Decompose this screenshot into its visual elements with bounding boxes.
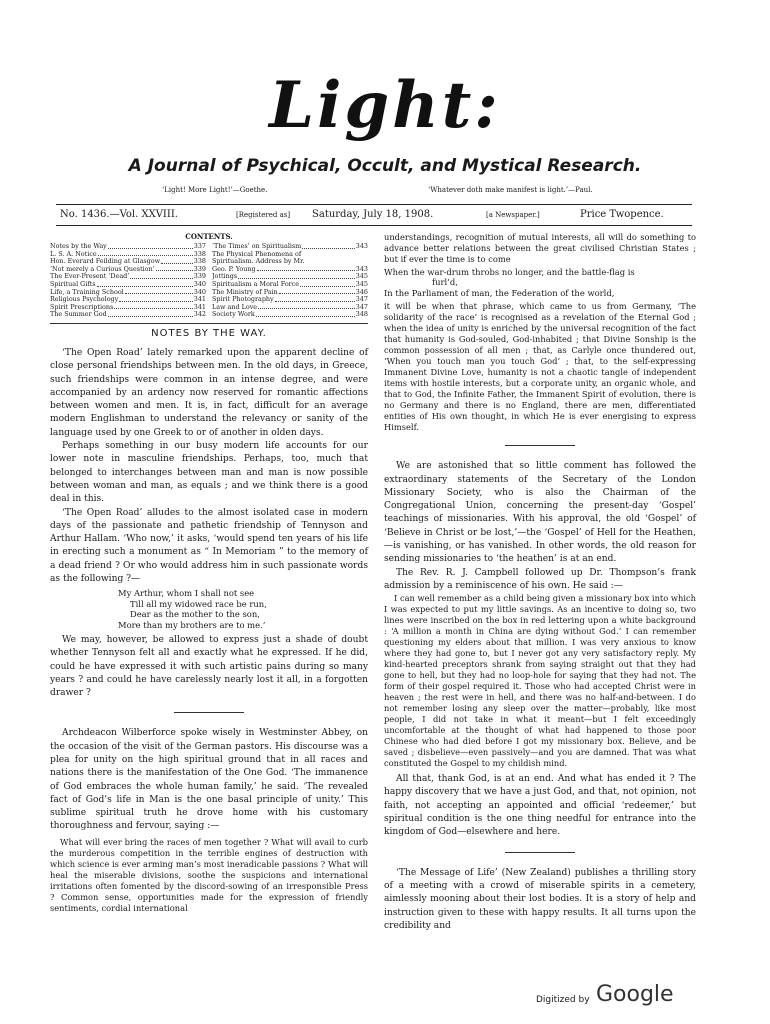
contents-entry-title: Notes by the Way [50, 243, 107, 250]
issue-date: Saturday, July 18, 1908. [312, 209, 434, 220]
dot-leader [256, 311, 355, 317]
contents-entry-page: 346 [355, 288, 368, 296]
poem-quote [118, 588, 368, 630]
poem-line: Till all my widowed race be run, [130, 598, 267, 609]
article-paragraph: All that, thank God, is at an end. And what has ended it ? The happy discovery that we have a just God, and that, not opinion, not faith, not accepting an appointed and official ‘redeemer,’ but spiritual condition is the one thing needful for entrance into the kingdom of God—elsewhere and here. [384, 774, 696, 838]
dot-leader [300, 281, 355, 287]
contents-entry-title: L. S. A. Notice [50, 250, 97, 258]
dot-leader [125, 289, 193, 295]
contents-entry [212, 289, 368, 297]
dot-leader [161, 258, 193, 264]
masthead-title: Light: [269, 68, 501, 143]
quoted-paragraph: it will be when that phrase, which came to us from Germany, ‘The solidarity of the race’ is recognised as a revelation of the Eternal God ; when the idea of unity is enriched by the universal recognition of the fact that humanity is God-souled, God-inhabited ; that Divine Sonship is the common possession of all men ; that, as Carlyle once thundered out, ‘When you touch man you touch God’ ; that, to the self-expressing Immanent Divine Love, humanity is not a chaotic tangle of independent items with hostile interests, but a corporate unity, an organic whole, and that to God, the Infinite Father, the Immanent Spirit of evolution, there is no Germany and there is no England, there are men, differentiated entities of His own thought, in which He is ever energising to express Himself. [384, 301, 696, 433]
issue-bar [56, 204, 692, 226]
contents-entry-title: Geo. P. Young [212, 265, 256, 273]
issue-price: Price Twopence. [580, 209, 664, 220]
quoted-paragraph: What will ever bring the races of men together ? What will avail to curb the murderous competition in the terrible engines of destruction with which science is ever arming man’s most ineradicable passions ? What will heal the miserable divisions, soothe the suspicions and international irritations often fomented by the discord-sowing of an irresponsible Press ? Common sense, opportunities made for the expression of friendly sentiments, cordial international [50, 836, 368, 913]
article-paragraph: ‘The Open Road’ lately remarked upon the apparent decline of close personal friendships between men. In the old days, in Greece, such friendships were common in an intense degree, and were accompanied by an ardency now reserved for romantic affections between women and men. It is, in fact, difficult for an average modern Englishman to understand the relevancy or sanity of the language used by one Greek to or of another in olden days. [50, 347, 368, 438]
poem-line: In the Parliament of man, the Federation of the world, [384, 287, 615, 298]
contents-entry-title: Jottings [212, 273, 238, 281]
contents-entry [212, 258, 368, 266]
contents-entry-title: Spirit Prescriptions [50, 303, 114, 311]
contents-entry-title: Law and Love [212, 303, 258, 311]
poem-quote [384, 267, 696, 298]
article-paragraph: We are astonished that so little comment has followed the extraordinary statements of the Secretary of the London Missionary Society, who is also the Chairman of the Congregational Union, concerning the present-day ‘Gospel’ teachings of missionaries. With his approval, the old ‘Gospel’ of ‘Believe in Christ or be lost,’—the ‘Gospel’ of Hell for the Heathen,—is vanishing, or has vanished. In other words, the old reason for sending missionaries to ‘the heathen’ is at an end. [384, 461, 696, 565]
contents-entry-page: 339 [193, 265, 206, 273]
contents-entry-page: 338 [193, 250, 206, 258]
contents-entry-page: 343 [355, 265, 368, 273]
digitized-by-google-mark [536, 982, 716, 1010]
dot-leader [258, 304, 355, 310]
section-divider [505, 445, 575, 446]
contents-entry-page: 345 [355, 273, 368, 281]
dot-leader [238, 273, 355, 279]
article-paragraph: Perhaps something in our busy modern life accounts for our lower note in masculine friendships. Perhaps, too, much that belonged to interchanges between man and man is now possible between woman and man, as equals ; and we think there is a good deal in this. [50, 441, 368, 505]
left-column [50, 232, 368, 914]
contents-list-left [50, 243, 206, 319]
contents-entry-title: ‘Not merely a Curious Question’ [50, 265, 155, 273]
contents-entry-page: 342 [193, 311, 206, 319]
contents-entry-title: ‘The Times’ on Spiritualism [212, 243, 302, 250]
contents-entry [50, 289, 206, 297]
section-divider [505, 852, 575, 853]
contents-entry [50, 243, 206, 251]
contents-list-right [212, 243, 368, 319]
divider [50, 323, 368, 324]
contents-entry-title: Society Work [212, 311, 255, 319]
contents-entry-page: 338 [193, 258, 206, 266]
right-column [384, 232, 696, 933]
quoted-paragraph: I can well remember as a child being given a missionary box into which I was expected to put my little savings. As an incentive to doing so, two lines were inscribed on the box in red lettering upon a white background : ‘A million a month in China are dying without God.’ I can remember questioning my elders about that million. I was very anxious to know where they had gone to, but I never got any very satisfactory reply. My kind-hearted preceptors shrank from saying straight out that they had gone to hell, but they had no loop-hole for saying that they had not. The form of their gospel required it. Those who had accepted Christ were in heaven ; the rest were in hell, and there was no half-and-between. I do not remember losing any sleep over the matter—probably, like most people, I did not take in what it meant—but I felt exceedingly uncomfortable at the thought of what had happened to those poor Chinese who had died before I got my missionary box. Believe, and be saved ; disbelieve—even passively—and you are damned. That was what constituted the Gospel to my childish mind. [384, 593, 696, 769]
contents-entry-title: Religious Psychology [50, 296, 119, 304]
contents-entry [212, 266, 368, 274]
dot-leader [97, 281, 193, 287]
poem-line: furl’d, [432, 277, 458, 288]
poem-line: My Arthur, whom I shall not see [118, 588, 255, 599]
registered-note: [Registered as] [236, 211, 291, 219]
dot-leader [156, 266, 193, 272]
contents-entry [50, 251, 206, 259]
contents-entry-page: 339 [193, 273, 206, 281]
motto-right: ‘Whatever doth make manifest is light.’—Paul. [428, 186, 593, 194]
dot-leader [98, 251, 193, 257]
contents-entry-page: 343 [355, 243, 368, 250]
contents-entry [212, 304, 368, 312]
dot-leader [119, 296, 193, 302]
article-paragraph: ‘The Message of Life’ (New Zealand) publishes a thrilling story of a meeting with a crowd of miserable spirits in a cemetery, aimlessly mooning about their lost bodies. It is a story of help and instruction given to these with happy results. It all turns upon the credibility and [384, 867, 696, 931]
contents-entry-title: The Physical Phenomena of [212, 250, 302, 258]
contents-entry [50, 296, 206, 304]
contents-entry-title: Life, a Training School [50, 288, 124, 296]
article-paragraph: Archdeacon Wilberforce spoke wisely in Westminster Abbey, on the occasion of the visit of the German pastors. His discourse was a plea for unity on the high spiritual ground that in all races and nations there is the manifestation of the One God. ‘The immanence of God embraces the whole human family,’ he said. ‘The revealed fact of God’s life in Man is the one basal principle of unity.’ This sublime spiritual truth he drove home with his customary thoroughness and fervour, saying :— [50, 728, 368, 832]
quoted-paragraph: understandings, recognition of mutual interests, all will do something to advance better relations between the great civilised Christian States ; but if ever the time is to come [384, 232, 696, 264]
contents-entry-page: 347 [355, 303, 368, 311]
dot-leader [108, 311, 193, 317]
contents-entry-page: 341 [193, 296, 206, 304]
contents-entry-title: The Summer God [50, 311, 107, 319]
contents-entry-page: 337 [193, 243, 206, 250]
contents-table [50, 243, 368, 319]
article-paragraph: The Rev. R. J. Campbell followed up Dr. Thompson’s frank admission by a reminiscence of his own. He said :— [384, 567, 696, 591]
contents-entry [50, 281, 206, 289]
contents-entry [212, 311, 368, 319]
motto-left: ‘Light! More Light!’—Goethe. [162, 186, 268, 194]
contents-entry [50, 304, 206, 312]
dot-leader [275, 296, 355, 302]
contents-entry [50, 266, 206, 274]
contents-entry-title: The Ministry of Pain [212, 288, 278, 296]
poem-line: More than my brothers are to me.’ [118, 619, 266, 630]
google-logo: Google [596, 982, 674, 1007]
dot-leader [279, 289, 355, 295]
dot-leader [108, 243, 193, 249]
contents-entry-page: 345 [355, 280, 368, 288]
contents-entry-page: 348 [355, 311, 368, 319]
contents-entry-title: Spiritualism a Moral Force [212, 280, 300, 288]
contents-entry-page: 341 [193, 303, 206, 311]
contents-entry-title: Hon. Everard Feilding at Glasgow [50, 258, 161, 266]
contents-entry-title: The Ever-Present ‘Dead’ [50, 273, 130, 281]
contents-entry-page: 347 [355, 296, 368, 304]
poem-line: Dear as the mother to the son, [130, 609, 260, 620]
contents-entry [212, 281, 368, 289]
issue-number: No. 1436.—Vol. XXVIII. [60, 209, 178, 220]
contents-entry [50, 273, 206, 281]
section-title: NOTES BY THE WAY. [151, 327, 267, 339]
contents-entry [50, 311, 206, 319]
contents-entry [212, 296, 368, 304]
contents-entry [50, 258, 206, 266]
journal-subtitle: A Journal of Psychical, Occult, and Mystical Research. [128, 156, 642, 176]
article-paragraph: ‘The Open Road’ alludes to the almost isolated case in modern days of the passionate and pathetic friendship of Tennyson and Arthur Hallam. ‘Who now,’ it asks, ‘would spend ten years of his life in erecting such a monument as “ In Memoriam ” to the memory of a dead friend ? Or who would address him in such passionate words as the following ?— [50, 507, 368, 584]
dot-leader [302, 243, 355, 249]
contents-entry-title: Spiritual Gifts [50, 280, 96, 288]
dot-leader [114, 304, 193, 310]
contents-entry [212, 273, 368, 281]
digitized-label: Digitized by [536, 995, 590, 1005]
poem-line: When the war-drum throbs no longer, and the battle-flag is [384, 267, 635, 277]
dot-leader [257, 266, 355, 272]
contents-entry-page: 340 [193, 280, 206, 288]
article-paragraph: We may, however, be allowed to express just a shade of doubt whether Tennyson felt all and exactly what he expressed. If he did, could he have expressed it with such artistic pains during so many years ? and could he have carelessly nearly lost it all, in a forgotten drawer ? [50, 634, 368, 699]
contents-entry [212, 243, 368, 251]
contents-entry-title: Spirit Photography [212, 296, 274, 304]
contents-entry-title: Spiritualism. Address by Mr. [212, 258, 305, 266]
contents-heading: CONTENTS. [185, 232, 233, 241]
contents-entry-page: 340 [193, 288, 206, 296]
newspaper-note: [a Newspaper.] [486, 211, 540, 219]
dot-leader [130, 273, 193, 279]
contents-entry [212, 251, 368, 259]
section-divider [174, 712, 244, 713]
